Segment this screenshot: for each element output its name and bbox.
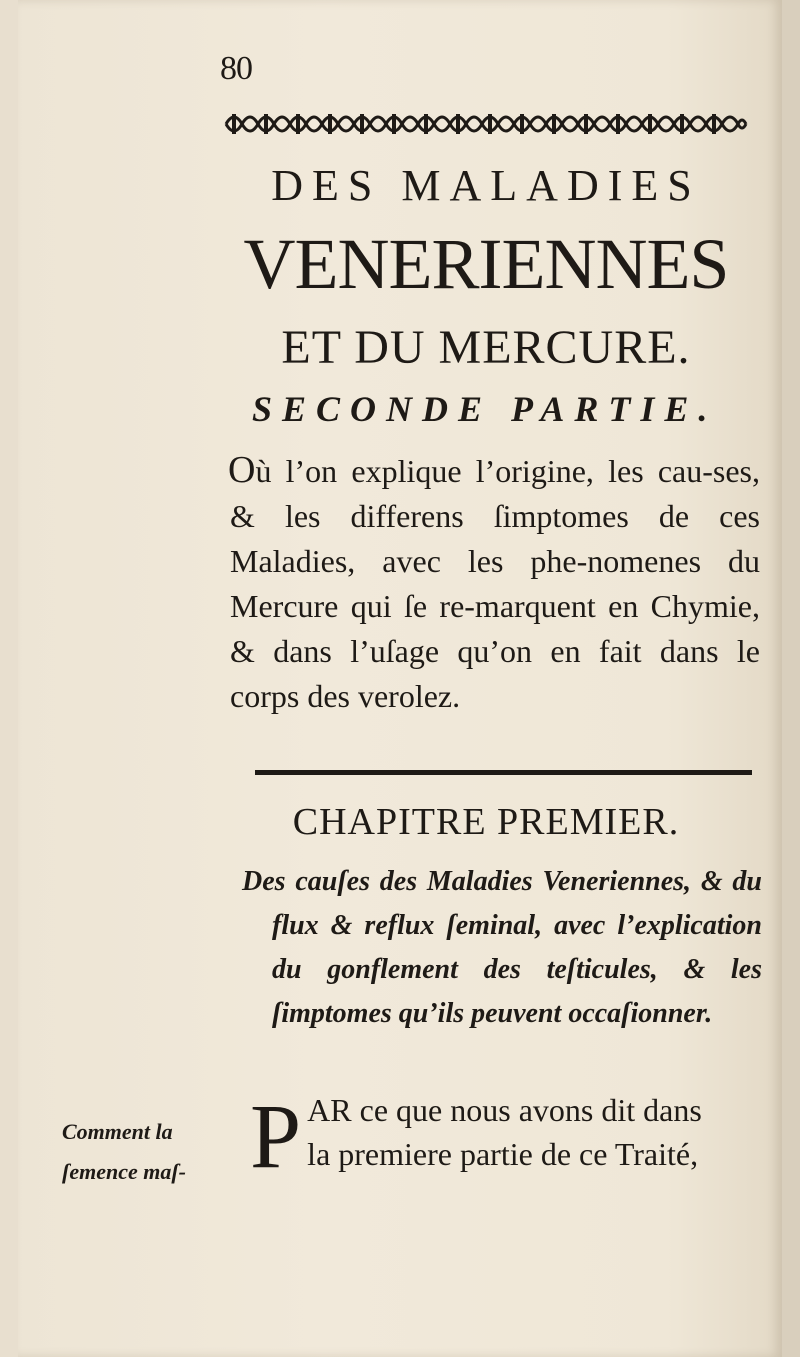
body-line-1-caps: AR [307, 1092, 352, 1128]
title-line-veneriennes: VENERIENNES [243, 224, 729, 304]
ornament-band [222, 106, 750, 142]
summary-text: ù l’on explique l’origine, les cau-ses, & les differens ſimptomes de ces Maladies, avec les phe-nomenes du Mercure qui ſe re-marquent en Chymie, & dans l’uſage qu’on en fait dans le corps des verolez. [230, 453, 760, 714]
part-summary [230, 448, 760, 719]
drop-cap: P [250, 1085, 302, 1187]
chapter-summary: Des cauſes des Maladies Veneriennes, & du flux & reflux ſeminal, avec l’explication du gonflement des teſticules, & les ſimptomes qu’ils peuvent occaſionner. [242, 866, 762, 1029]
page-edge [782, 0, 800, 1357]
page-number: 80 [220, 50, 252, 87]
body-line-1 [250, 1088, 770, 1132]
margin-note [62, 1112, 232, 1192]
title-line-des-maladies: DES MALADIES [271, 161, 701, 210]
title-line-mercure: ET DU MERCURE. [281, 321, 691, 374]
body-line-1-rest: ce que nous avons dit dans [351, 1092, 702, 1128]
margin-note-line-2: ſemence maſ- [62, 1159, 186, 1184]
margin-note-line-1: Comment la [62, 1119, 173, 1144]
body-paragraph [250, 1085, 770, 1187]
part-heading: SECONDE PARTIE. [252, 389, 718, 429]
summary-initial: O [228, 449, 256, 491]
body-line-2: la premiere partie de ce Traité, [307, 1136, 699, 1172]
horizontal-rule [255, 770, 752, 775]
chapter-title: CHAPITRE PREMIER. [292, 801, 680, 843]
